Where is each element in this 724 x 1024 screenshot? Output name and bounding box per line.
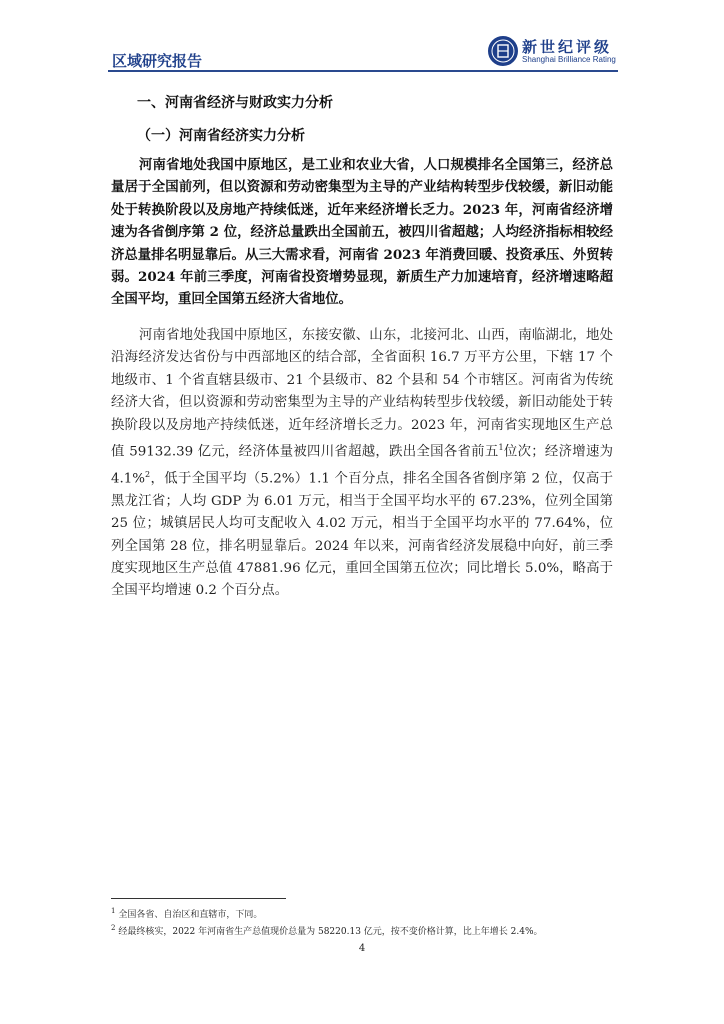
body-text-part2: 位次；经济增速为 4.1%	[111, 444, 614, 487]
body-paragraph	[111, 325, 613, 603]
body-text-part1: 河南省地处我国中原地区，东接安徽、山东，北接河北、山西，南临湖北，地处沿海经济发达省份与中西部地区的结合部，全省面积 16.7 万平方公里，下辖 17 个地级市、1 个省直辖县级市、21 个县级市、82 个县和 54 个市辖区。河南省为传统经济大省，但以资源和劳动密集型为主导的产业结构转型步伐较缓，新旧动能处于转换阶段以及房地产持续低迷，近年经济增长乏力。2023 年，河南省实现地区生产总值 59132.39 亿元，经济体量被四川省超越，跌出全国各省前五	[111, 328, 613, 460]
subsection-heading: （一）河南省经济实力分析	[137, 128, 305, 144]
footnote-1-text: 全国各省、自治区和直辖市，下同。	[118, 910, 263, 920]
footnote-2	[111, 922, 543, 938]
footnote-divider	[111, 898, 286, 899]
header-divider	[108, 70, 618, 72]
logo-chinese-name: 新世纪评级	[522, 38, 613, 56]
footnote-1-mark: 1	[111, 907, 116, 915]
summary-paragraph: 河南省地处我国中原地区，是工业和农业大省，人口规模排名全国第三，经济总量居于全国前列，但以资源和劳动密集型为主导的产业结构转型步伐较缓，新旧动能处于转换阶段以及房地产持续低迷，近年来经济增长乏力。2023 年，河南省经济增速为各省倒序第 2 位，经济总量跌出全国前五，被四川省超越；人均经济指标相较经济总量排名明显靠后。从三大需求看，河南省 2023 年消费回暖、投资承压、外贸转弱。2024 年前三季度，河南省投资增势显现，新质生产力加速培育，经济增速略超全国平均，重回全国第五经济大省地位。	[111, 157, 613, 308]
footnote-1	[111, 905, 262, 921]
logo-seal-icon	[488, 36, 518, 66]
footnote-ref-2: 2	[145, 469, 151, 479]
footnote-2-mark: 2	[111, 924, 116, 932]
footnote-2-text: 经最终核实，2022 年河南省生产总值现价总量为 58220.13 亿元，按不变价格计算，比上年增长 2.4%。	[118, 927, 543, 937]
footnote-ref-1: 1	[498, 443, 504, 453]
logo-english-name: Shanghai Brilliance Rating	[522, 55, 616, 64]
page-number: 4	[358, 943, 366, 954]
brand-logo	[488, 36, 628, 70]
report-category-title: 区域研究报告	[112, 52, 203, 70]
body-text-part3: ，低于全国平均（5.2%）1.1 个百分点，排名全国各省倒序第 2 位，仅高于黑龙江省；人均 GDP 为 6.01 万元，相当于全国平均水平的 67.23%，位列全国第 25 位；城镇居民人均可支配收入 4.02 万元，相当于全国平均水平的 77.64%，位列全国第 28 位，排名明显靠后。2024 年以来，河南省经济发展稳中向好，前三季度实现地区生产总值 47881.96 亿元，重回全国第五位次；同比增长 5.0%，略高于全国平均增速 0.2 个百分点。	[111, 471, 613, 599]
section-heading: 一、河南省经济与财政实力分析	[137, 95, 333, 111]
